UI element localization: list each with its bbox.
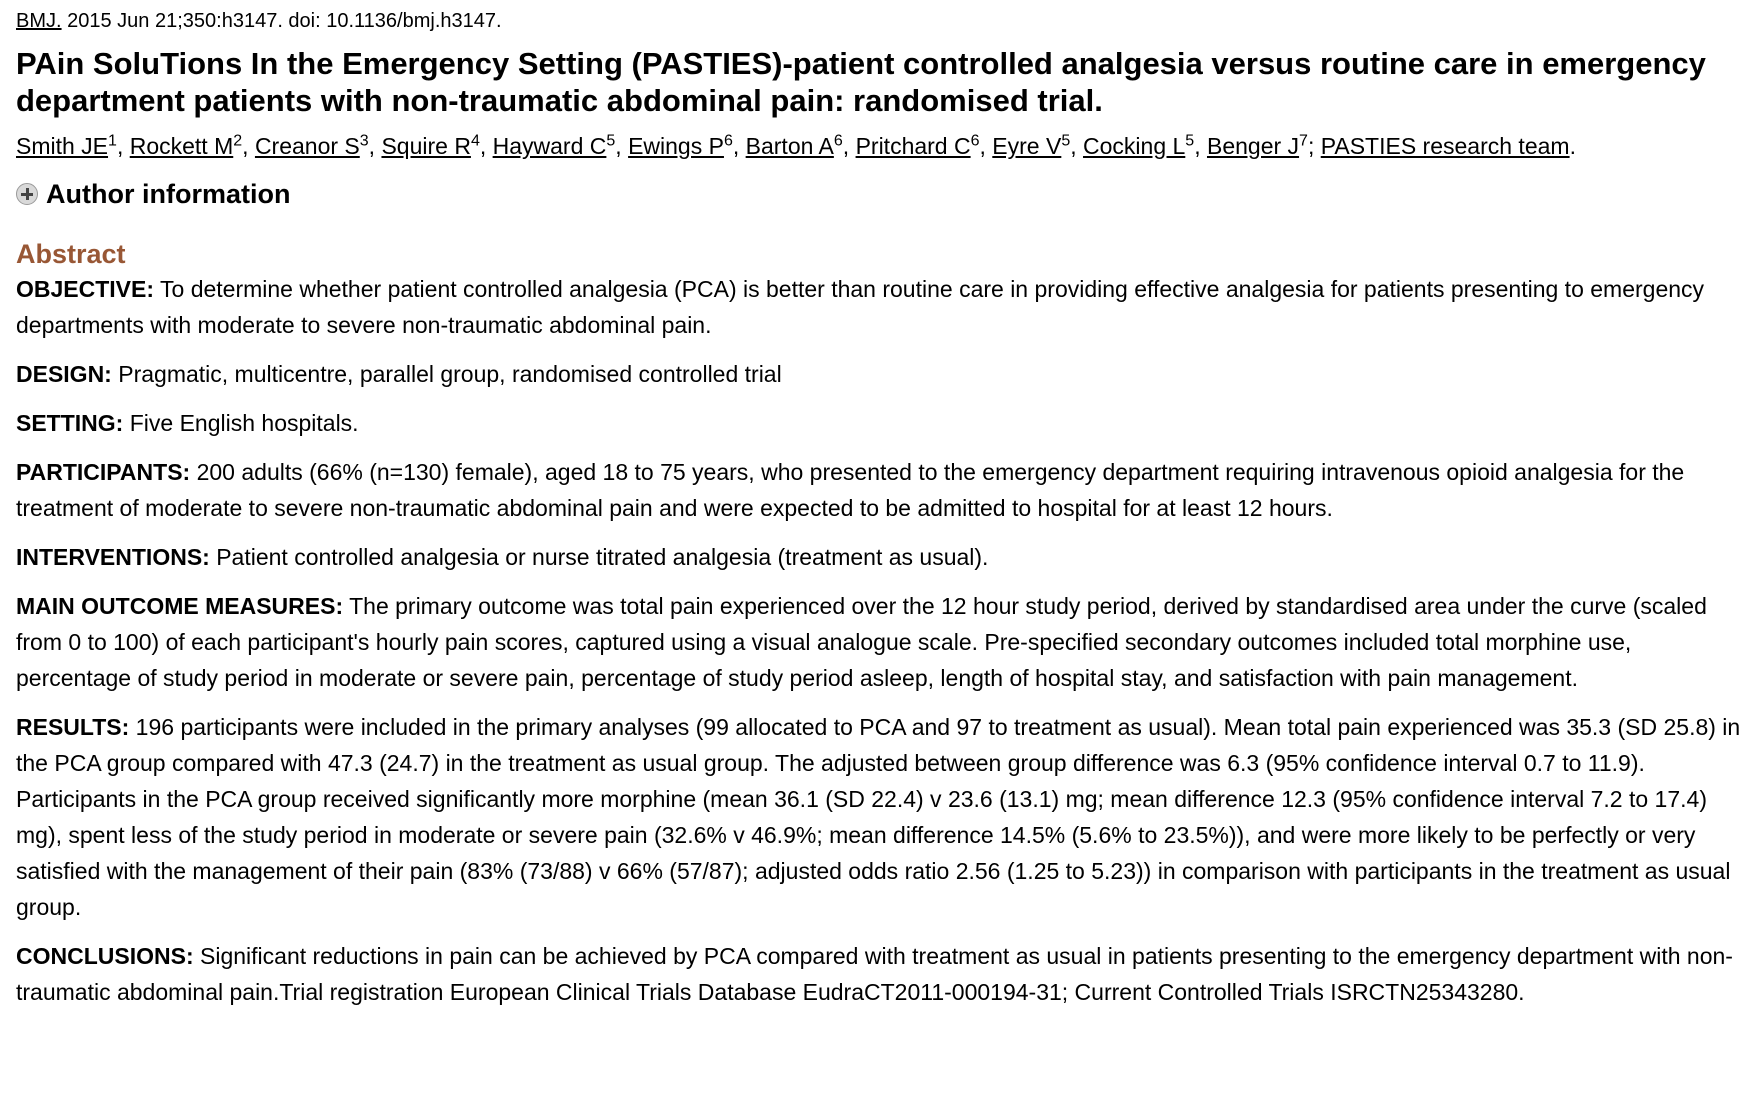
author-affiliation: 2: [233, 132, 243, 150]
article-title: PAin SoluTions In the Emergency Setting (PASTIES)-patient controlled analgesia versus routine care in emergency department patients with non-traumatic abdominal pain: randomised trial.: [16, 46, 1706, 118]
author-affiliation: 4: [470, 132, 480, 150]
citation-details: 2015 Jun 21;350:h3147. doi: 10.1136/bmj.h3147.: [61, 10, 502, 32]
section-label: OBJECTIVE:: [16, 276, 155, 302]
abstract-setting: [16, 405, 1744, 441]
author-link[interactable]: Hayward C: [492, 133, 607, 159]
section-text: Pragmatic, multicentre, parallel group, randomised controlled trial: [111, 361, 782, 387]
abstract-interventions: [16, 539, 1744, 575]
abstract-objective: [16, 271, 1744, 343]
section-text: To determine whether patient controlled analgesia (PCA) is better than routine care in providing effective analgesia for patients presenting to emergency departments with moderate to severe non-traumatic abdominal pain.: [16, 276, 1705, 338]
author-affiliation: 7: [1299, 132, 1308, 150]
author-affiliation: 6: [970, 132, 980, 150]
author-link[interactable]: Squire R: [381, 133, 471, 159]
author-list: Smith $JE^1$, Rockett $M^2$, Creanor $S^3$, Squire $R^4$, Hayward $C^5$, Ewings $P^6$, Barton $A^6$, Pritchard $C^6$, Eyre $V^5$, Cocking $L^5$, Benger $J^7$; PASTIES research team.: [16, 132, 1576, 159]
section-label: INTERVENTIONS:: [16, 544, 210, 570]
journal-link[interactable]: BMJ.: [16, 10, 62, 32]
abstract-body: [16, 271, 1744, 1010]
author-affiliation: 3: [359, 132, 369, 150]
author-link[interactable]: Ewings P: [628, 133, 724, 159]
author-affiliation: 5: [1185, 132, 1195, 150]
section-label: RESULTS:: [16, 714, 130, 740]
citation-line: [16, 8, 1744, 34]
author-information-toggle[interactable]: [16, 177, 1744, 211]
abstract-results: [16, 709, 1744, 925]
author-affiliation: 6: [833, 132, 843, 150]
author-link[interactable]: Eyre V: [992, 133, 1062, 159]
author-link[interactable]: Rockett M: [129, 133, 234, 159]
abstract-participants: [16, 454, 1744, 526]
section-label: CONCLUSIONS:: [16, 943, 194, 969]
section-text: Significant reductions in pain can be achieved by PCA compared with treatment as usual in patients presenting to the emergency department with non-traumatic abdominal pain.Trial registration European Clinical Trials Database EudraCT2011-000194-31; Current Controlled Trials ISRCTN25343280.: [16, 943, 1733, 1005]
section-text: Five English hospitals.: [123, 410, 359, 436]
section-text: 200 adults (66% (n=130) female), aged 18 to 75 years, who presented to the emergency department requiring intravenous opioid analgesia for the treatment of moderate to severe non-traumatic abdominal pain and were expected to be admitted to hospital for at least 12 hours.: [16, 459, 1685, 521]
section-text: The primary outcome was total pain experienced over the 12 hour study period, derived by standardised area under the curve (scaled from 0 to 100) of each participant's hourly pain scores, captured using a visual analogue scale. Pre-specified secondary outcomes included total morphine use, percentage of study period in moderate or severe pain, percentage of study period asleep, length of hospital stay, and satisfaction with pain management.: [16, 593, 1707, 691]
section-label: SETTING:: [16, 410, 124, 436]
author-link[interactable]: Pritchard C: [855, 133, 971, 159]
author-affiliation: 5: [606, 132, 616, 150]
author-information-label: Author information: [46, 179, 291, 209]
author-link[interactable]: Cocking L: [1083, 133, 1186, 159]
author-link[interactable]: Creanor S: [254, 133, 360, 159]
abstract-conclusions: [16, 938, 1744, 1010]
section-text: Patient controlled analgesia or nurse titrated analgesia (treatment as usual).: [209, 544, 989, 570]
abstract-main-outcome-measures: [16, 588, 1744, 696]
author-affiliation: 1: [108, 132, 117, 150]
section-label: PARTICIPANTS:: [16, 459, 191, 485]
author-affiliation: 5: [1061, 132, 1071, 150]
section-text: 196 participants were included in the primary analyses (99 allocated to PCA and 97 to treatment as usual). Mean total pain experienced was 35.3 (SD 25.8) in the PCA group compared with 47.3 (24.7) in the treatment as usual group. The adjusted between group difference was 6.3 (95% confidence interval 0.7 to 11.9). Participants in the PCA group received significantly more morphine (mean 36.1 (SD 22.4) v 23.6 (13.1) mg; mean difference 12.3 (95% confidence interval 7.2 to 17.4) mg), spent less of the study period in moderate or severe pain (32.6% v 46.9%; mean difference 14.5% (5.6% to 23.5%)), and were more likely to be perfectly or very satisfied with the management of their pain (83% (73/88) v 66% (57/87); adjusted odds ratio 2.56 (1.25 to 5.23)) in comparison with participants in the treatment as usual group.: [16, 714, 1741, 920]
abstract-heading: Abstract: [16, 239, 126, 269]
research-team-link[interactable]: PASTIES research team: [1320, 133, 1570, 159]
author-link[interactable]: Barton A: [745, 133, 834, 159]
abstract-design: [16, 356, 1744, 392]
author-affiliation: 6: [723, 132, 733, 150]
expand-plus-icon[interactable]: [16, 183, 38, 205]
author-link[interactable]: Benger J: [1206, 133, 1300, 159]
author-link[interactable]: Smith JE: [16, 133, 109, 159]
section-label: MAIN OUTCOME MEASURES:: [16, 593, 344, 619]
section-label: DESIGN:: [16, 361, 112, 387]
